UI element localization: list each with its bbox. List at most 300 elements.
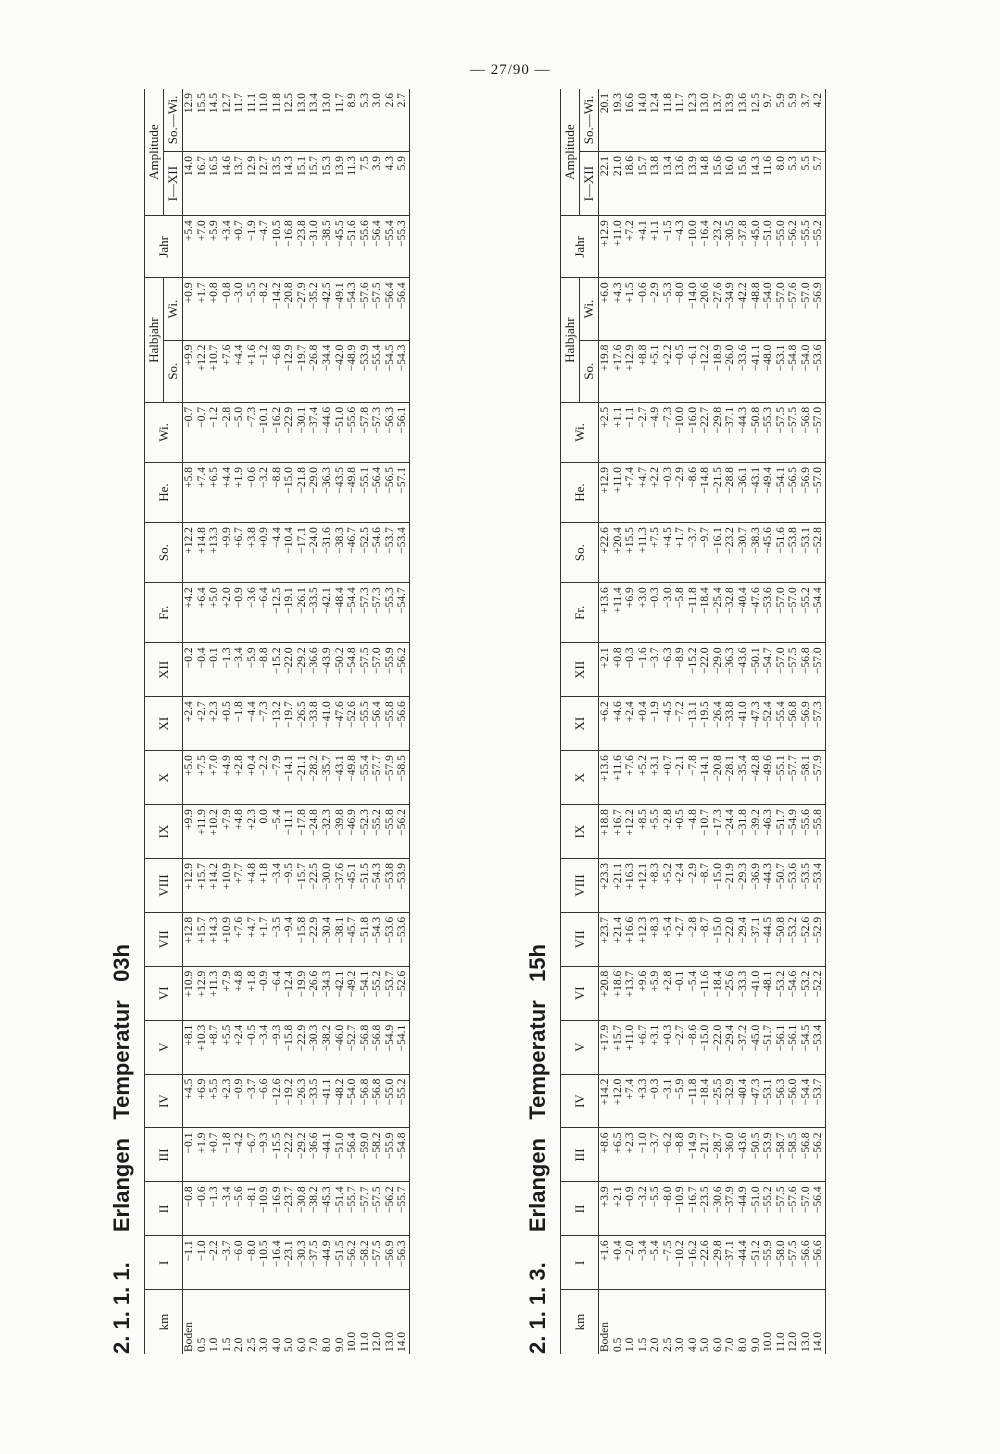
value-cell: +16.3 [624, 858, 637, 912]
column-header-month: IX [145, 805, 183, 859]
value-cell: +18.8 [599, 805, 612, 859]
value-cell: 14.5 [208, 89, 221, 151]
value-cell: −53.6 [762, 583, 775, 643]
value-cell: −55.6 [359, 216, 372, 278]
value-cell: 11.0 [258, 89, 271, 151]
value-cell: −33.5 [308, 583, 321, 643]
value-cell: −5.0 [233, 402, 246, 462]
value-cell: −22.0 [283, 643, 296, 697]
value-cell: −19.7 [283, 697, 296, 751]
value-cell: −43.6 [737, 643, 750, 697]
value-cell: +12.9 [624, 340, 637, 402]
value-cell: 15.1 [296, 151, 309, 215]
value-cell: −35.7 [321, 751, 334, 805]
value-cell: 12.5 [750, 89, 763, 151]
value-cell: 5.9 [787, 89, 800, 151]
value-cell: +9.9 [183, 805, 196, 859]
value-cell: −51.5 [334, 1236, 347, 1290]
value-cell: −51.4 [334, 1182, 347, 1236]
value-cell: 13.6 [737, 89, 750, 151]
value-cell: +5.9 [208, 216, 221, 278]
value-cell: 14.0 [637, 89, 650, 151]
value-cell: +7.2 [624, 216, 637, 278]
value-cell: +4.5 [183, 1074, 196, 1128]
table-row [334, 89, 347, 1354]
value-cell: −16.7 [687, 1182, 700, 1236]
value-cell: −0.1 [183, 1128, 196, 1182]
value-cell: −53.1 [800, 523, 813, 583]
value-cell: −55.2 [371, 805, 384, 859]
value-cell: −48.2 [334, 1074, 347, 1128]
value-cell: −41.0 [750, 966, 763, 1020]
column-header-season: So. [561, 523, 599, 583]
value-cell: +1.8 [258, 858, 271, 912]
value-cell: +11.3 [637, 523, 650, 583]
value-cell: −53.9 [762, 1128, 775, 1182]
value-cell: −53.4 [396, 523, 409, 583]
value-cell: −18.4 [699, 1074, 712, 1128]
value-cell: −2.9 [687, 858, 700, 912]
value-cell: 5.3 [359, 89, 372, 151]
value-cell: −55.9 [762, 1236, 775, 1290]
value-cell: +7.4 [196, 462, 209, 522]
value-cell: −29.8 [712, 402, 725, 462]
value-cell: −34.4 [321, 340, 334, 402]
value-cell: 14.6 [221, 151, 234, 215]
value-cell: −55.6 [346, 402, 359, 462]
table-row [637, 89, 650, 1354]
value-cell: 2.7 [396, 89, 409, 151]
value-cell: −8.8 [271, 462, 284, 522]
value-cell: −3.0 [233, 278, 246, 340]
value-cell: −45.0 [750, 1020, 763, 1074]
value-cell: −26.5 [296, 697, 309, 751]
value-cell: −8.7 [699, 912, 712, 966]
column-header-halbjahr-sub: Wi. [580, 278, 599, 340]
value-cell: −22.9 [308, 912, 321, 966]
value-cell: −51.7 [762, 1020, 775, 1074]
value-cell: −9.5 [283, 858, 296, 912]
value-cell: −22.0 [724, 912, 737, 966]
value-cell: −1.3 [221, 643, 234, 697]
value-cell: −30.0 [321, 858, 334, 912]
table-row [296, 89, 309, 1354]
value-cell: −57.7 [787, 751, 800, 805]
value-cell: −53.1 [762, 1074, 775, 1128]
value-cell: −46.0 [334, 1020, 347, 1074]
value-cell: −42.5 [321, 278, 334, 340]
value-cell: −24.8 [308, 805, 321, 859]
value-cell: −54.1 [775, 462, 788, 522]
value-cell: +0.8 [208, 278, 221, 340]
table-row [649, 89, 662, 1354]
value-cell: +0.9 [183, 278, 196, 340]
column-header-amplitude: Amplitude [561, 89, 580, 216]
value-cell: −5.5 [649, 1182, 662, 1236]
value-cell: −8.6 [687, 1020, 700, 1074]
value-cell: 12.7 [221, 89, 234, 151]
altitude-cell: 10.0 [346, 1331, 359, 1352]
value-cell: −4.2 [233, 1128, 246, 1182]
value-cell: −58.7 [775, 1128, 788, 1182]
value-cell: −0.8 [221, 278, 234, 340]
value-cell: +11.3 [208, 966, 221, 1020]
value-cell: −53.9 [359, 340, 372, 402]
column-header-season: So. [145, 523, 183, 583]
value-cell: +7.9 [221, 966, 234, 1020]
value-cell: −20.6 [699, 278, 712, 340]
value-cell: −15.5 [271, 1128, 284, 1182]
value-cell: 5.9 [775, 89, 788, 151]
value-cell: −20.8 [712, 751, 725, 805]
value-cell: +4.7 [246, 912, 259, 966]
column-header-halbjahr-sub: So. [580, 340, 599, 402]
value-cell: −51.7 [775, 805, 788, 859]
value-cell: −44.1 [321, 1128, 334, 1182]
value-cell: +10.9 [183, 966, 196, 1020]
value-cell: −52.3 [359, 805, 372, 859]
value-cell: −29.4 [724, 1020, 737, 1074]
value-cell: −1.5 [662, 216, 675, 278]
value-cell: −7.5 [662, 1236, 675, 1290]
value-cell: −30.3 [308, 1020, 321, 1074]
value-cell: 20.1 [599, 89, 612, 151]
value-cell: 22.1 [599, 151, 612, 215]
table-row [800, 89, 813, 1354]
column-header-month: VI [145, 966, 183, 1020]
value-cell: −53.2 [775, 966, 788, 1020]
value-cell: −58.1 [800, 751, 813, 805]
value-cell: +7.4 [624, 462, 637, 522]
value-cell: −52.7 [346, 1020, 359, 1074]
value-cell: −42.8 [750, 751, 763, 805]
value-cell: +20.8 [599, 966, 612, 1020]
value-cell: −57.0 [812, 402, 825, 462]
altitude-cell: 5.0 [283, 1337, 296, 1352]
value-cell: −56.3 [775, 1074, 788, 1128]
value-cell: −0.9 [624, 1182, 637, 1236]
value-cell: −53.6 [396, 912, 409, 966]
column-header-month: IV [561, 1074, 599, 1128]
column-header-month: X [561, 751, 599, 805]
value-cell: −54.7 [396, 583, 409, 643]
value-cell: −57.5 [371, 278, 384, 340]
value-cell: −51.0 [750, 1182, 763, 1236]
value-cell: +6.9 [624, 583, 637, 643]
value-cell: −36.1 [737, 462, 750, 522]
value-cell: −37.8 [737, 216, 750, 278]
value-cell: +1.1 [612, 402, 625, 462]
value-cell: −22.5 [308, 858, 321, 912]
value-cell: −43.1 [750, 462, 763, 522]
value-cell: −2.9 [674, 462, 687, 522]
value-cell: −21.1 [296, 751, 309, 805]
value-cell: +6.5 [208, 462, 221, 522]
value-cell: 13.7 [233, 151, 246, 215]
value-cell: 11.8 [271, 89, 284, 151]
column-header-month: XII [561, 643, 599, 697]
value-cell: −19.1 [283, 583, 296, 643]
value-cell: −55.0 [384, 1074, 397, 1128]
value-cell: −38.2 [321, 1020, 334, 1074]
value-cell: −57.5 [371, 1182, 384, 1236]
column-header-month: X [145, 751, 183, 805]
value-cell: −1.8 [221, 1128, 234, 1182]
value-cell: −24.4 [724, 805, 737, 859]
value-cell: +5.2 [637, 751, 650, 805]
table-row [599, 89, 612, 1354]
value-cell: −8.6 [687, 462, 700, 522]
value-cell: −57.7 [359, 1182, 372, 1236]
value-cell: −35.2 [308, 278, 321, 340]
value-cell: −19.2 [283, 1074, 296, 1128]
table-row [321, 89, 334, 1354]
value-cell: +6.9 [196, 1074, 209, 1128]
value-cell: 4.3 [384, 151, 397, 215]
value-cell: +2.4 [183, 697, 196, 751]
value-cell: −2.9 [649, 278, 662, 340]
value-cell: +22.6 [599, 523, 612, 583]
column-header-halbjahr: Halbjahr [145, 278, 164, 402]
value-cell: 11.8 [662, 89, 675, 151]
value-cell: −6.0 [233, 1236, 246, 1290]
value-cell: −3.4 [221, 1182, 234, 1236]
value-cell: −15.2 [271, 643, 284, 697]
value-cell: +3.9 [599, 1182, 612, 1236]
value-cell: −45.3 [321, 1182, 334, 1236]
value-cell: −16.8 [283, 216, 296, 278]
value-cell: −29.2 [296, 1128, 309, 1182]
value-cell: −57.0 [371, 643, 384, 697]
value-cell: +0.7 [233, 216, 246, 278]
temperature-table-03h [144, 89, 410, 1354]
value-cell: +12.3 [637, 912, 650, 966]
value-cell: 13.0 [321, 89, 334, 151]
value-cell: −6.8 [271, 340, 284, 402]
value-cell: +2.2 [662, 340, 675, 402]
value-cell: −57.7 [371, 751, 384, 805]
value-cell: −2.8 [687, 912, 700, 966]
value-cell: −19.9 [296, 966, 309, 1020]
column-header-jahr: Jahr [145, 216, 183, 278]
value-cell: −55.9 [384, 1128, 397, 1182]
value-cell: −14.0 [687, 278, 700, 340]
value-cell: −37.1 [724, 1236, 737, 1290]
value-cell: −16.9 [271, 1182, 284, 1236]
value-cell: −5.9 [246, 643, 259, 697]
value-cell: −55.3 [762, 402, 775, 462]
value-cell: −54.8 [396, 1128, 409, 1182]
value-cell: −9.4 [283, 912, 296, 966]
column-header-month: VIII [145, 858, 183, 912]
value-cell: −1.8 [233, 697, 246, 751]
value-cell: −27.6 [712, 278, 725, 340]
value-cell: 5.3 [787, 151, 800, 215]
value-cell: −7.3 [258, 697, 271, 751]
value-cell: −53.4 [812, 1020, 825, 1074]
value-cell: +3.1 [649, 1020, 662, 1074]
value-cell: −40.4 [737, 583, 750, 643]
altitude-cell: 11.0 [774, 1332, 787, 1352]
value-cell: 12.4 [649, 89, 662, 151]
value-cell: −43.5 [334, 462, 347, 522]
value-cell: −54.4 [800, 1074, 813, 1128]
value-cell: +7.4 [624, 1074, 637, 1128]
value-cell: −41.0 [321, 697, 334, 751]
value-cell: −44.4 [737, 1236, 750, 1290]
value-cell: −22.6 [699, 1236, 712, 1290]
value-cell: −7.8 [687, 751, 700, 805]
value-cell: −2.1 [674, 751, 687, 805]
value-cell: −53.8 [384, 858, 397, 912]
value-cell: −22.0 [699, 643, 712, 697]
value-cell: −8.1 [246, 1182, 259, 1236]
value-cell: −10.0 [687, 216, 700, 278]
column-header-month: V [561, 1020, 599, 1074]
value-cell: −56.3 [396, 1236, 409, 1290]
value-cell: −56.4 [371, 216, 384, 278]
value-cell: −16.2 [271, 402, 284, 462]
value-cell: −30.4 [321, 912, 334, 966]
value-cell: −29.0 [308, 462, 321, 522]
value-cell: +11.6 [612, 751, 625, 805]
value-cell: +6.2 [599, 697, 612, 751]
value-cell: −0.6 [246, 462, 259, 522]
value-cell: −56.8 [359, 1020, 372, 1074]
value-cell: +9.6 [637, 966, 650, 1020]
value-cell: +2.7 [196, 697, 209, 751]
value-cell: +10.9 [221, 912, 234, 966]
value-cell: +4.8 [233, 805, 246, 859]
value-cell: −8.2 [258, 278, 271, 340]
altitude-cell: 5.0 [699, 1337, 712, 1352]
value-cell: −12.9 [283, 340, 296, 402]
value-cell: −33.8 [308, 697, 321, 751]
value-cell: +1.6 [246, 340, 259, 402]
value-cell: −22.9 [283, 402, 296, 462]
value-cell: −47.3 [750, 1074, 763, 1128]
value-cell: +20.4 [612, 523, 625, 583]
value-cell: 12.9 [183, 89, 196, 151]
value-cell: −30.3 [296, 1236, 309, 1290]
altitude-cell: 9.0 [333, 1337, 346, 1352]
value-cell: 3.7 [800, 89, 813, 151]
altitude-cell: 8.0 [321, 1337, 334, 1352]
value-cell: −13.1 [687, 697, 700, 751]
value-cell: −0.6 [196, 1182, 209, 1236]
value-cell: −31.8 [737, 805, 750, 859]
altitude-cell: 11.0 [358, 1332, 371, 1352]
value-cell: −3.7 [246, 1074, 259, 1128]
value-cell: −36.3 [724, 643, 737, 697]
value-cell: −5.9 [674, 1074, 687, 1128]
value-cell: −8.0 [246, 1236, 259, 1290]
altitude-cell: 12.0 [371, 1331, 384, 1352]
altitude-cell: 3.0 [674, 1337, 687, 1352]
value-cell: +2.0 [221, 583, 234, 643]
value-cell: −26.3 [296, 1074, 309, 1128]
table-row [699, 89, 712, 1354]
value-cell: −57.0 [775, 583, 788, 643]
value-cell: −10.9 [258, 1182, 271, 1236]
table-row [183, 89, 196, 1354]
value-cell: −3.4 [258, 1020, 271, 1074]
value-cell: −57.0 [775, 278, 788, 340]
value-cell: 13.6 [674, 151, 687, 215]
value-cell: −56.4 [384, 278, 397, 340]
value-cell: +8.8 [637, 340, 650, 402]
value-cell: +4.4 [221, 462, 234, 522]
value-cell: −54.9 [384, 1020, 397, 1074]
value-cell: 14.0 [183, 151, 196, 215]
value-cell: −3.1 [662, 1074, 675, 1128]
value-cell: −8.8 [674, 1128, 687, 1182]
value-cell: +2.4 [674, 858, 687, 912]
value-cell: −56.2 [396, 643, 409, 697]
value-cell: −17.1 [296, 523, 309, 583]
column-header-season: Wi. [145, 402, 183, 462]
value-cell: −54.3 [371, 858, 384, 912]
value-cell: +5.2 [662, 858, 675, 912]
value-cell: +13.7 [624, 966, 637, 1020]
value-cell: +4.8 [233, 966, 246, 1020]
value-cell: −34.3 [321, 966, 334, 1020]
value-cell: −53.6 [812, 340, 825, 402]
table-row [612, 89, 625, 1354]
value-cell: −0.3 [662, 462, 675, 522]
value-cell: +8.7 [208, 1020, 221, 1074]
value-cell: −49.2 [346, 966, 359, 1020]
value-cell: −6.3 [662, 643, 675, 697]
value-cell: +13.6 [599, 583, 612, 643]
value-cell: −8.8 [258, 643, 271, 697]
value-cell: −8.0 [674, 278, 687, 340]
value-cell: −11.6 [699, 966, 712, 1020]
value-cell: +21.1 [612, 858, 625, 912]
value-cell: −3.7 [687, 523, 700, 583]
value-cell: 15.5 [196, 89, 209, 151]
value-cell: −56.2 [396, 805, 409, 859]
value-cell: −52.4 [762, 697, 775, 751]
value-cell: −54.1 [396, 1020, 409, 1074]
table-row [359, 89, 372, 1354]
value-cell: +2.1 [599, 643, 612, 697]
value-cell: −55.2 [800, 583, 813, 643]
value-cell: −6.4 [271, 966, 284, 1020]
table-block-15h [524, 89, 826, 1354]
value-cell: +0.7 [662, 751, 675, 805]
value-cell: −56.8 [359, 1074, 372, 1128]
value-cell: −56.4 [371, 697, 384, 751]
value-cell: −56.1 [787, 1020, 800, 1074]
value-cell: −45.7 [346, 912, 359, 966]
value-cell: −37.6 [334, 858, 347, 912]
value-cell: −57.5 [775, 1182, 788, 1236]
value-cell: −53.1 [775, 340, 788, 402]
value-cell: −53.2 [800, 966, 813, 1020]
value-cell: −52.6 [346, 697, 359, 751]
value-cell: +12.2 [183, 523, 196, 583]
value-cell: +2.8 [662, 805, 675, 859]
value-cell: 3.0 [371, 89, 384, 151]
value-cell: −31.6 [321, 523, 334, 583]
value-cell: −38.5 [321, 216, 334, 278]
value-cell: −57.3 [371, 402, 384, 462]
value-cell: −16.2 [687, 1236, 700, 1290]
value-cell: −2.8 [221, 402, 234, 462]
value-cell: 13.8 [649, 151, 662, 215]
value-cell: −29.2 [296, 643, 309, 697]
